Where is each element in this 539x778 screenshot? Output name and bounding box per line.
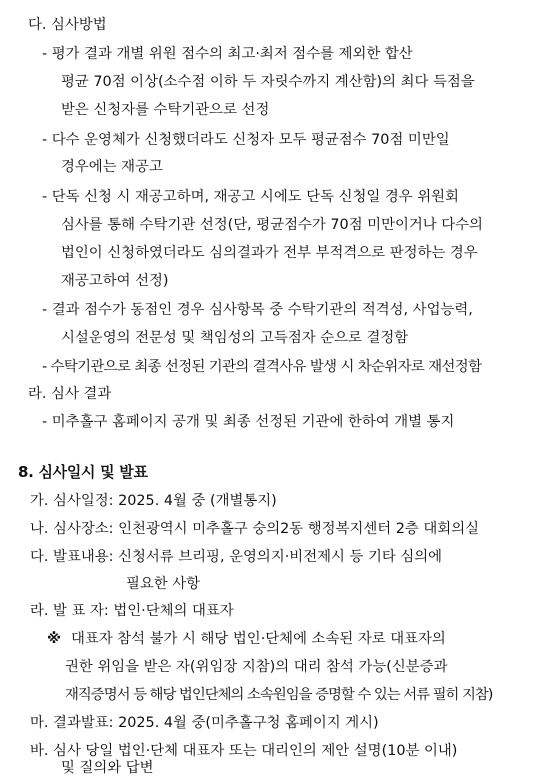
list-item-line: - 결과 점수가 동점인 경우 심사항목 중 수탁기관의 적격성, 사업능력,: [42, 302, 473, 318]
section-header-review-method: 다. 심사방법: [28, 17, 107, 33]
list-item-line: 법인이 신청하였더라도 심의결과가 전부 부적격으로 판정하는 경우: [61, 245, 478, 261]
content-line: 다. 발표내용: 신청서류 브리핑, 운영의지·비전제시 등 기타 심의에: [30, 549, 443, 565]
presenter-line: 라. 발 표 자: 법인·단체의 대표자: [30, 603, 234, 619]
list-item-line: - 미추홀구 홈페이지 공개 및 최종 선정된 기관에 한하여 개별 통지: [42, 414, 455, 430]
list-item-line: - 평가 결과 개별 위원 점수의 최고·최저 점수를 제외한 합산: [42, 46, 413, 62]
list-item-line: 받은 신청자를 수탁기관으로 선정: [61, 102, 270, 118]
briefing-line: 바. 심사 당일 법인·단체 대표자 또는 대리인의 제안 설명(10분 이내): [30, 743, 458, 759]
list-item-line: 시설운영의 전문성 및 책임성의 고득점자 순으로 결정함: [61, 330, 409, 346]
note-line: 대표자 참석 불가 시 해당 법인·단체에 소속된 자로 대표자의: [71, 631, 446, 647]
note-mark: ※: [47, 631, 61, 647]
list-item-line: 심사를 통해 수탁기관 선정(단, 평균점수가 70점 미만이거나 다수의: [61, 217, 483, 233]
list-item-line: - 다수 운영체가 신청했더라도 신청자 모두 평균점수 70점 미만일: [42, 132, 450, 148]
list-item-line: 평균 70점 이상(소수점 이하 두 자릿수까지 계산함)의 최다 득점을: [61, 74, 475, 90]
briefing-line: 및 질의와 답변: [61, 760, 154, 776]
list-item-line: 재공고하여 선정): [61, 273, 169, 289]
schedule-line: 가. 심사일정: 2025. 4월 중 (개별통지): [30, 493, 277, 509]
announcement-line: 마. 결과발표: 2025. 4월 중(미추홀구청 홈페이지 게시): [30, 715, 379, 731]
list-item-line: - 수탁기관으로 최종 선정된 기관의 결격사유 발생 시 차순위자로 재선정함: [42, 359, 482, 375]
list-item-line: 경우에는 재공고: [61, 159, 163, 175]
list-item-line: - 단독 신청 시 재공고하며, 재공고 시에도 단독 신청일 경우 위원회: [42, 189, 459, 205]
note-line: 권한 위임을 받은 자(위임장 지참)의 대리 참석 가능(신분증과: [65, 659, 448, 675]
note-line: 재직증명서 등 해당 법인단체의 소속원임을 증명할 수 있는 서류 필히 지참): [65, 687, 493, 703]
section-title: 8. 심사일시 및 발표: [18, 463, 148, 481]
venue-line: 나. 심사장소: 인천광역시 미추홀구 숭의2동 행정복지센터 2층 대회의실: [30, 521, 479, 537]
content-line: 필요한 사항: [126, 576, 201, 592]
section-header-review-result: 라. 심사 결과: [28, 386, 112, 402]
